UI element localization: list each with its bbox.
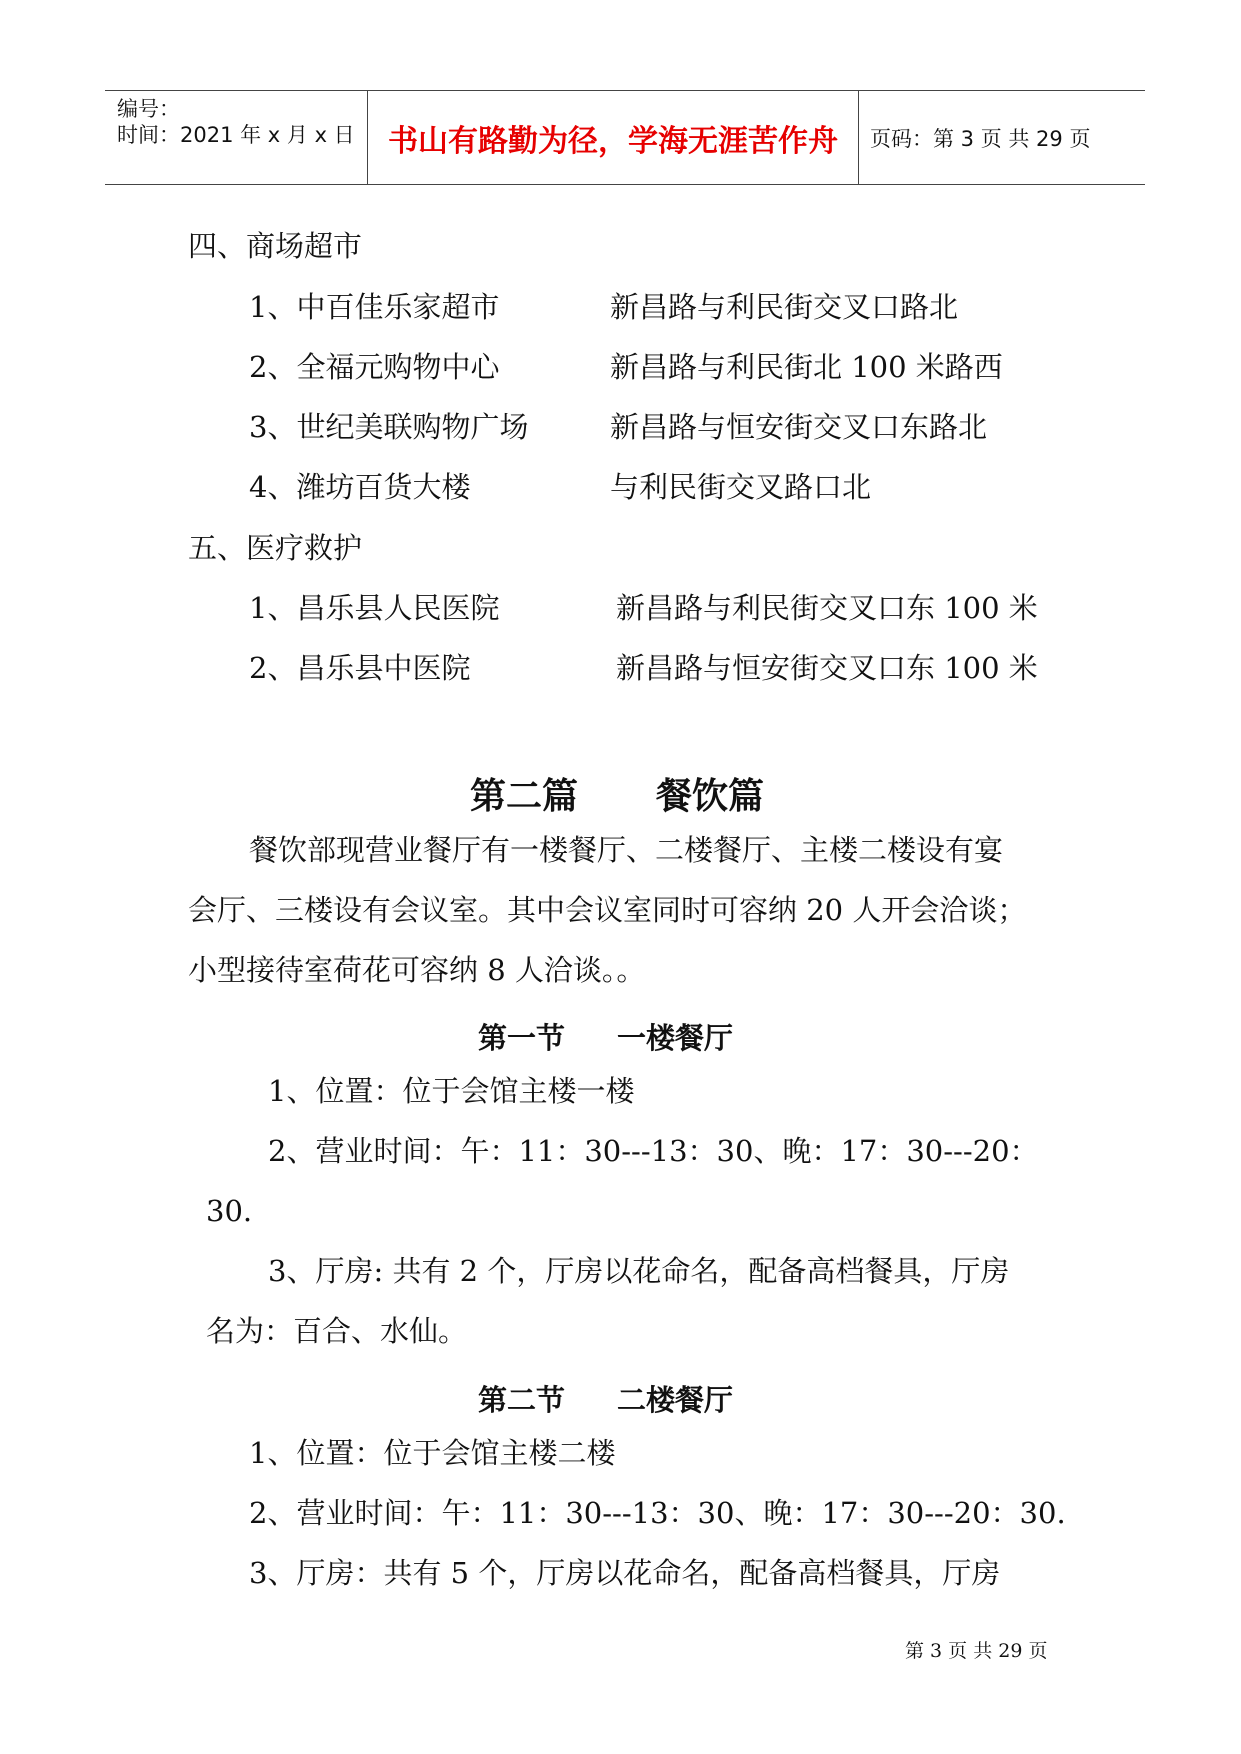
header-motto: 书山有路勤为径，学海无涯苦作舟 [367, 91, 859, 184]
section4-item-2-name: 2、全福元购物中心 [249, 350, 500, 384]
chapter-intro-line-3: 小型接待室荷花可容纳 8 人洽谈。。 [188, 953, 646, 987]
section-one-rooms-line-1: 3、厅房: 共有 2 个，厅房以花命名，配备高档餐具，厅房 [268, 1254, 1010, 1288]
chapter-title [470, 768, 764, 819]
section-one-hours-line-1: 2、营业时间：午：11：30---13：30、晚：17：30---20： [268, 1134, 1039, 1168]
section-two-title-number: 第二节 [478, 1383, 566, 1417]
section-two-title-name: 二楼餐厅 [617, 1383, 734, 1417]
header-time-label: 时间：2021 年 x 月 x 日 [117, 123, 355, 147]
section-one-title-number: 第一节 [478, 1021, 566, 1055]
header-meta [105, 91, 367, 184]
section5-item-2-address: 新昌路与恒安街交叉口东 100 米 [616, 651, 1038, 685]
section4-item-3-name: 3、世纪美联购物广场 [249, 410, 529, 444]
section4-heading: 四、商场超市 [188, 229, 363, 263]
section4-item-3-address: 新昌路与恒安街交叉口东路北 [610, 410, 988, 444]
chapter-intro-line-2: 会厅、三楼设有会议室。其中会议室同时可容纳 20 人开会洽谈； [188, 893, 1027, 927]
section-one-title-name: 一楼餐厅 [617, 1021, 734, 1055]
chapter-title-number: 第二篇 [470, 775, 579, 817]
section5-heading: 五、医疗救护 [188, 531, 363, 565]
section-two-location: 1、位置：位于会馆主楼二楼 [249, 1436, 616, 1470]
section4-item-1-address: 新昌路与利民街交叉口路北 [610, 290, 959, 324]
section5-item-1-address: 新昌路与利民街交叉口东 100 米 [616, 591, 1038, 625]
section-two-rooms-line-1: 3、厅房：共有 5 个，厅房以花命名，配备高档餐具，厅房 [249, 1556, 1001, 1590]
section-two-hours: 2、营业时间：午：11：30---13：30、晚：17：30---20：30. [249, 1496, 1066, 1530]
section-one-hours-line-2: 30. [206, 1194, 253, 1228]
page-header [105, 90, 1145, 185]
header-page-info: 页码：第 3 页 共 29 页 [870, 126, 1091, 151]
page-footer: 第 3 页 共 29 页 [905, 1640, 1048, 1662]
section5-item-1-name: 1、昌乐县人民医院 [249, 591, 500, 625]
section-one-rooms-line-2: 名为：百合、水仙。 [206, 1314, 468, 1348]
section4-item-4-name: 4、潍坊百货大楼 [249, 470, 471, 504]
section5-item-2-name: 2、昌乐县中医院 [249, 651, 471, 685]
section-two-title [478, 1378, 733, 1419]
section4-item-1-name: 1、中百佳乐家超市 [249, 290, 500, 324]
section4-item-2-address: 新昌路与利民街北 100 米路西 [610, 350, 1003, 384]
section4-item-4-address: 与利民街交叉路口北 [610, 470, 872, 504]
section-one-location: 1、位置：位于会馆主楼一楼 [268, 1074, 635, 1108]
chapter-intro-line-1: 餐饮部现营业餐厅有一楼餐厅、二楼餐厅、主楼二楼设有宴 [249, 833, 1004, 867]
chapter-title-name: 餐饮篇 [656, 775, 765, 817]
section-one-title [478, 1016, 733, 1057]
header-number-label: 编号： [117, 97, 180, 121]
